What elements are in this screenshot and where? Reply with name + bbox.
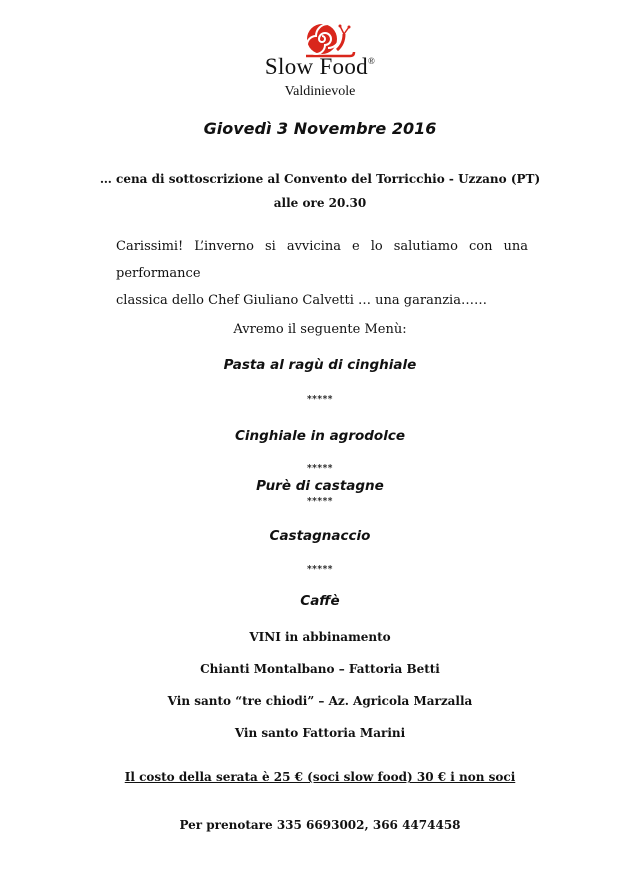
dish-item: Caffè (300, 593, 340, 609)
event-cost: Il costo della serata è 25 € (soci slow food) 30 € i non soci (124, 770, 516, 784)
menu-heading: Avremo il seguente Menù: (233, 322, 407, 337)
wine-item: Vin santo “tre chiodi” – Az. Agricola Marzalla (167, 694, 473, 708)
separator: ***** (306, 464, 334, 474)
paragraph-line-1: Carissimi! L’inverno si avvicina e lo salutiamo con una performance (116, 239, 528, 281)
trademark-symbol: ® (367, 56, 376, 66)
dish-item: Purè di castagne (256, 478, 384, 494)
separator: ***** (306, 395, 334, 405)
event-intro: … cena di sottoscrizione al Convento del Torricchio - Uzzano (PT) (99, 172, 541, 186)
separator: ***** (306, 565, 334, 575)
wine-item: Vin santo Fattoria Marini (234, 726, 406, 740)
event-date: Giovedì 3 Novembre 2016 (203, 119, 437, 138)
booking-phones: Per prenotare 335 6693002, 366 4474458 (179, 818, 461, 832)
dish-item: Pasta al ragù di cinghiale (223, 357, 417, 373)
dish-item: Castagnaccio (269, 528, 371, 544)
brand-title: Slow Food® (264, 54, 376, 79)
paragraph-line-2: classica dello Chef Giuliano Calvetti … una garanzia…… (116, 293, 487, 308)
wine-item: Chianti Montalbano – Fattoria Betti (200, 662, 440, 676)
event-time: alle ore 20.30 (273, 196, 367, 210)
separator: ***** (306, 497, 334, 507)
brand-subtitle: Valdinievole (284, 84, 356, 99)
dish-item: Cinghiale in agrodolce (234, 428, 405, 444)
wines-heading: VINI in abbinamento (249, 630, 391, 644)
intro-paragraph (116, 233, 528, 314)
